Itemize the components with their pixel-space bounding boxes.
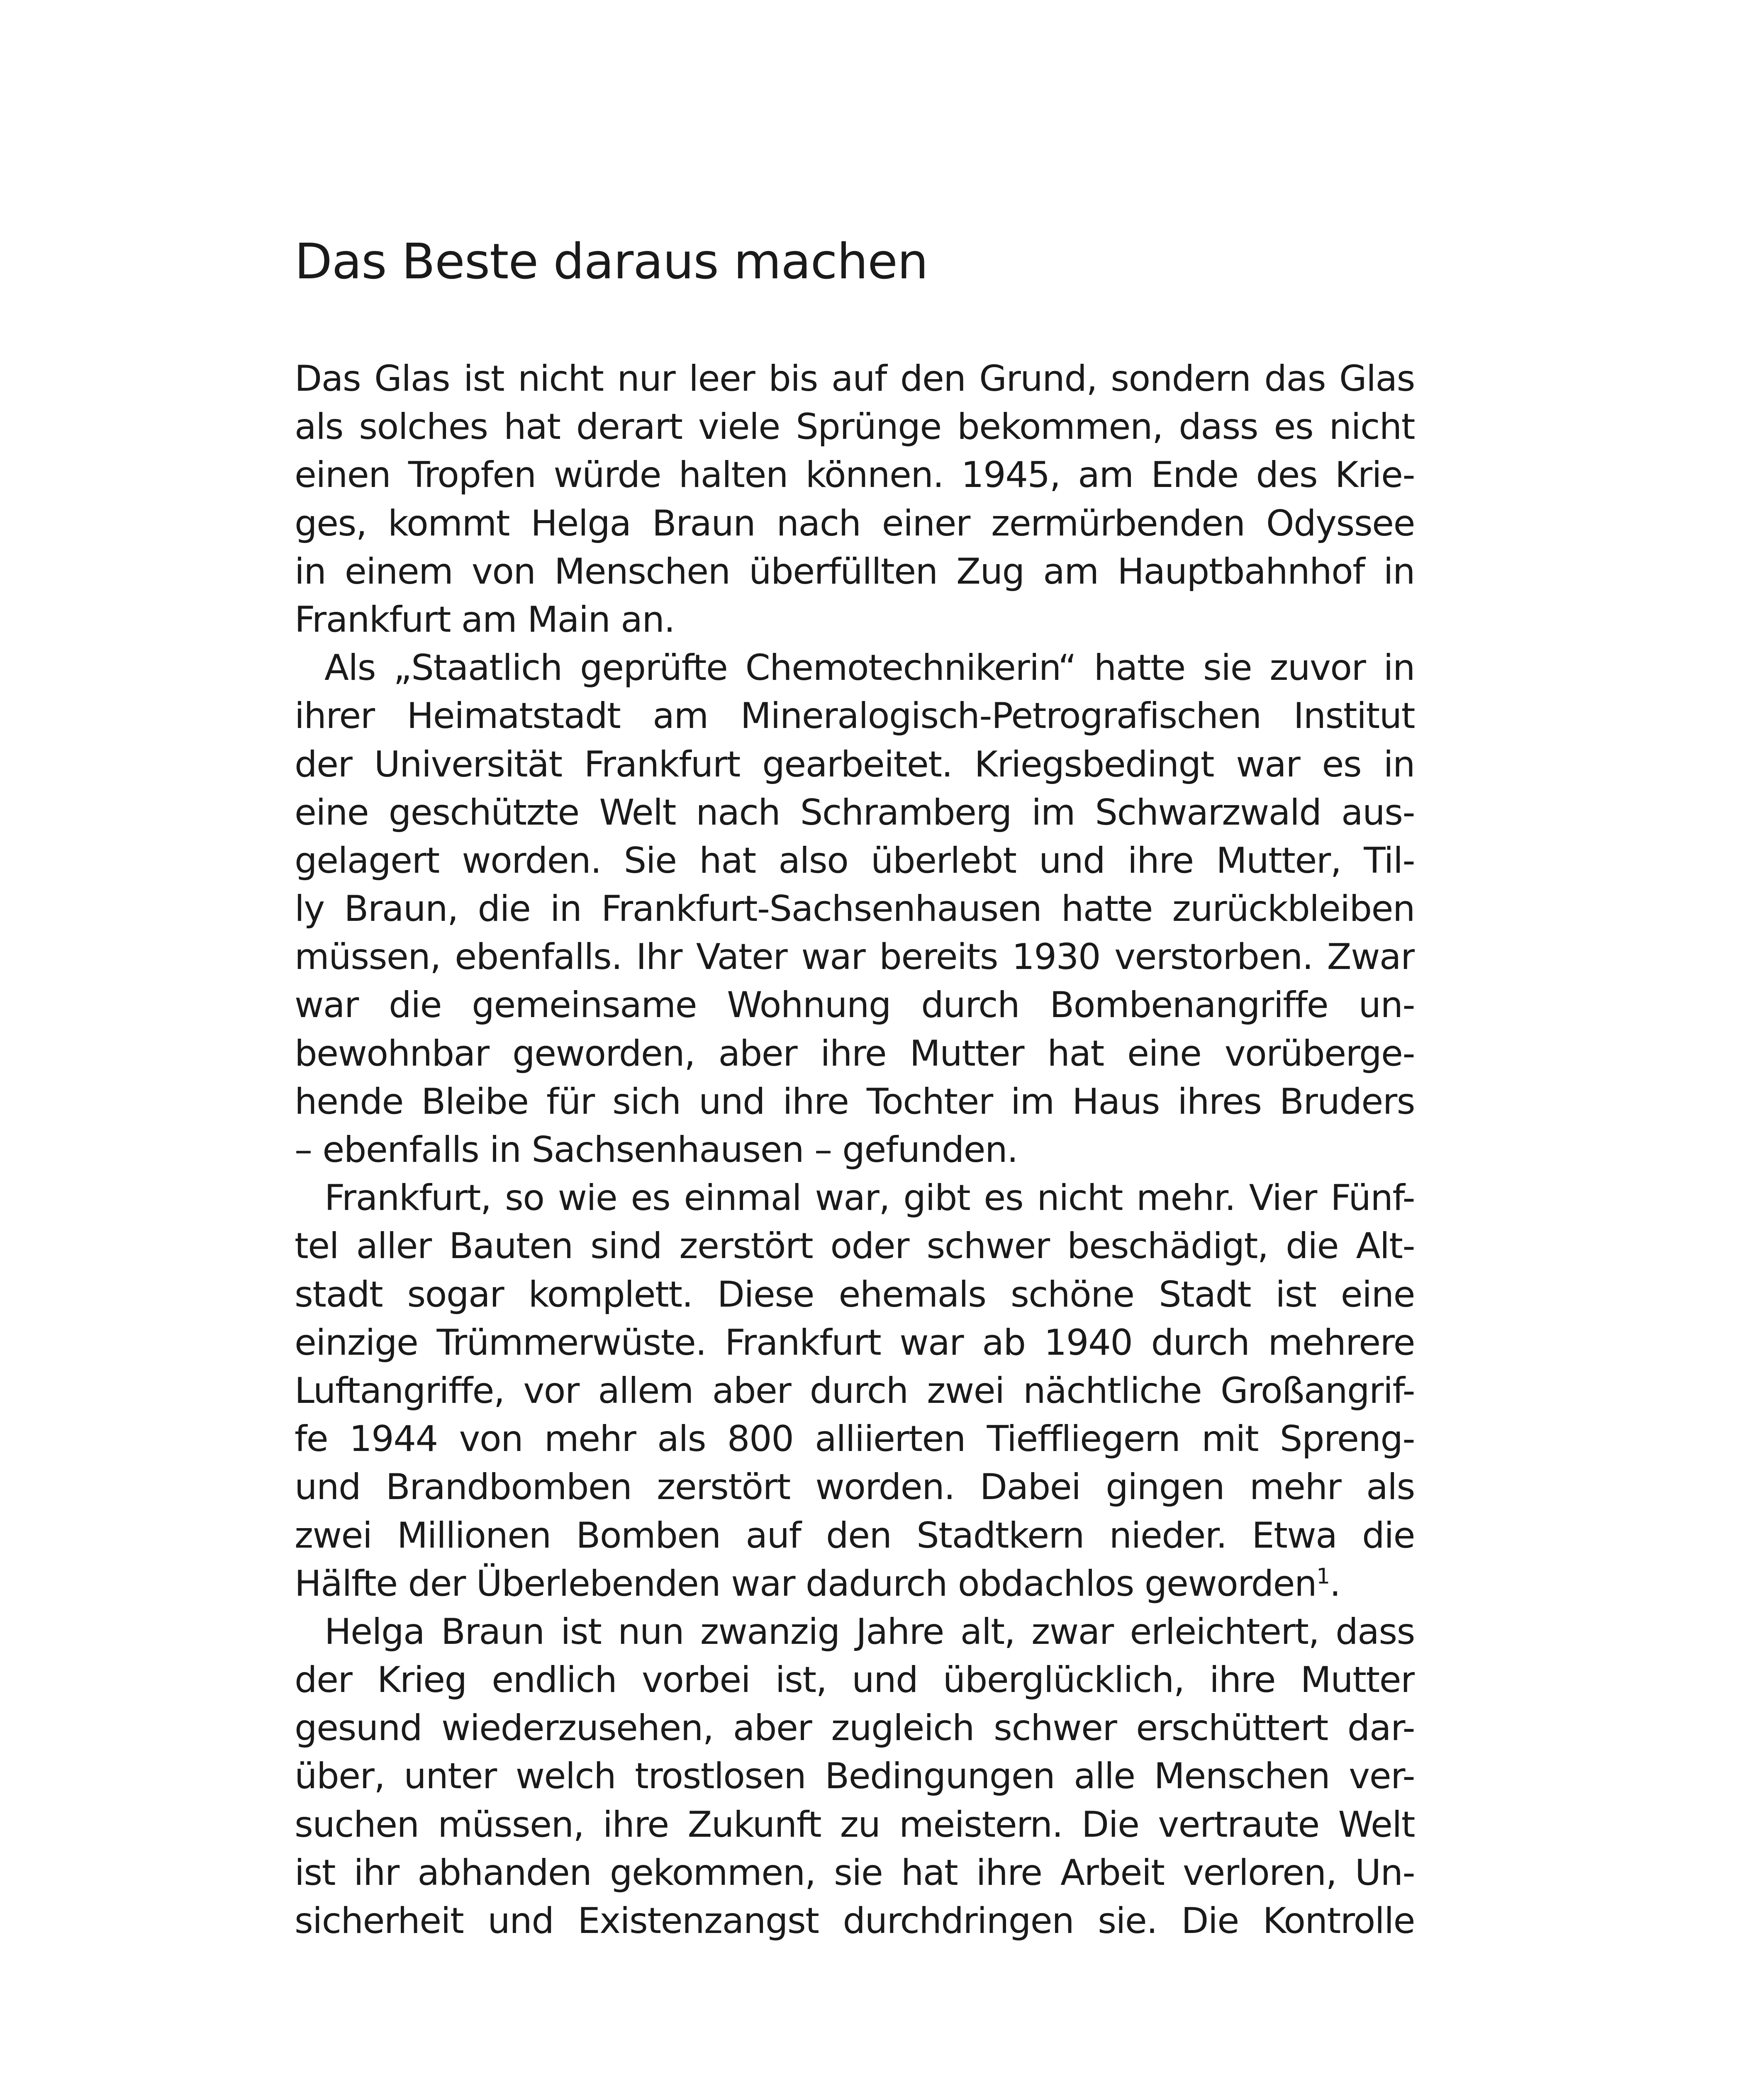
text-line: Frankfurt, so wie es einmal war, gibt es nicht mehr. Vier Fünf- bbox=[324, 1177, 1415, 1219]
text-line: ly Braun, die in Frankfurt-Sachsenhausen hatte zurückbleiben bbox=[295, 888, 1415, 930]
text-line: über, unter welch trostlosen Bedingungen alle Menschen ver- bbox=[295, 1755, 1415, 1797]
text-line: Helga Braun ist nun zwanzig Jahre alt, zwar erleichtert, dass bbox=[324, 1611, 1415, 1653]
text-line-end: . bbox=[1329, 1563, 1340, 1604]
text-line: fe 1944 von mehr als 800 alliierten Tieffliegern mit Spreng- bbox=[295, 1418, 1415, 1460]
text-line: Luftangriffe, vor allem aber durch zwei nächtliche Großangrif- bbox=[295, 1370, 1415, 1412]
footnote-reference[interactable]: 1 bbox=[1316, 1564, 1330, 1589]
text-line: Das Glas ist nicht nur leer bis auf den Grund, sondern das Glas bbox=[295, 358, 1415, 399]
text-line: der Krieg endlich vorbei ist, und überglücklich, ihre Mutter bbox=[295, 1659, 1415, 1701]
text-line: in einem von Menschen überfüllten Zug am Hauptbahnhof in bbox=[295, 550, 1415, 592]
page-title: Das Beste daraus machen bbox=[295, 233, 928, 290]
text-line: müssen, ebenfalls. Ihr Vater war bereits 1930 verstorben. Zwar bbox=[295, 936, 1415, 978]
text-line: einen Tropfen würde halten können. 1945, am Ende des Krie- bbox=[295, 454, 1415, 496]
body-text bbox=[295, 355, 1415, 2074]
text-line: sicherheit und Existenzangst durchdringen sie. Die Kontrolle bbox=[295, 1900, 1415, 1942]
text-line: war die gemeinsame Wohnung durch Bombenangriffe un- bbox=[295, 984, 1415, 1026]
text-line-with-footnote bbox=[295, 1560, 1415, 1608]
text-line: ges, kommt Helga Braun nach einer zermürbenden Odyssee bbox=[295, 502, 1415, 544]
text-line: – ebenfalls in Sachsenhausen – gefunden. bbox=[295, 1129, 1018, 1171]
text-line: ist ihr abhanden gekommen, sie hat ihre Arbeit verloren, Un- bbox=[295, 1852, 1415, 1894]
text-line: gesund wiederzusehen, aber zugleich schwer erschüttert dar- bbox=[295, 1707, 1415, 1749]
text-line: tel aller Bauten sind zerstört oder schwer beschädigt, die Alt- bbox=[295, 1225, 1415, 1267]
text-line: ihrer Heimatstadt am Mineralogisch-Petrografischen Institut bbox=[295, 695, 1415, 737]
text-line: einzige Trümmerwüste. Frankfurt war ab 1940 durch mehrere bbox=[295, 1322, 1415, 1363]
text-line: gelagert worden. Sie hat also überlebt und ihre Mutter, Til- bbox=[295, 840, 1415, 881]
text-line-content: Hälfte der Überlebenden war dadurch obdachlos geworden bbox=[295, 1563, 1317, 1604]
text-line: als solches hat derart viele Sprünge bekommen, dass es nicht bbox=[295, 406, 1415, 448]
text-line: suchen müssen, ihre Zukunft zu meistern. Die vertraute Welt bbox=[295, 1804, 1415, 1845]
text-line: Als „Staatlich geprüfte Chemotechnikerin“ hatte sie zuvor in bbox=[324, 647, 1415, 689]
text-line: zwei Millionen Bomben auf den Stadtkern nieder. Etwa die bbox=[295, 1514, 1415, 1556]
text-line: eine geschützte Welt nach Schramberg im Schwarzwald aus- bbox=[295, 791, 1415, 833]
text-line: Frankfurt am Main an. bbox=[295, 599, 675, 640]
text-line: stadt sogar komplett. Diese ehemals schöne Stadt ist eine bbox=[295, 1273, 1415, 1315]
text-line: bewohnbar geworden, aber ihre Mutter hat eine vorüberge- bbox=[295, 1032, 1415, 1074]
text-line: hende Bleibe für sich und ihre Tochter im Haus ihres Bruders bbox=[295, 1081, 1415, 1122]
text-line: und Brandbomben zerstört worden. Dabei gingen mehr als bbox=[295, 1466, 1415, 1508]
text-line: der Universität Frankfurt gearbeitet. Kriegsbedingt war es in bbox=[295, 743, 1415, 785]
